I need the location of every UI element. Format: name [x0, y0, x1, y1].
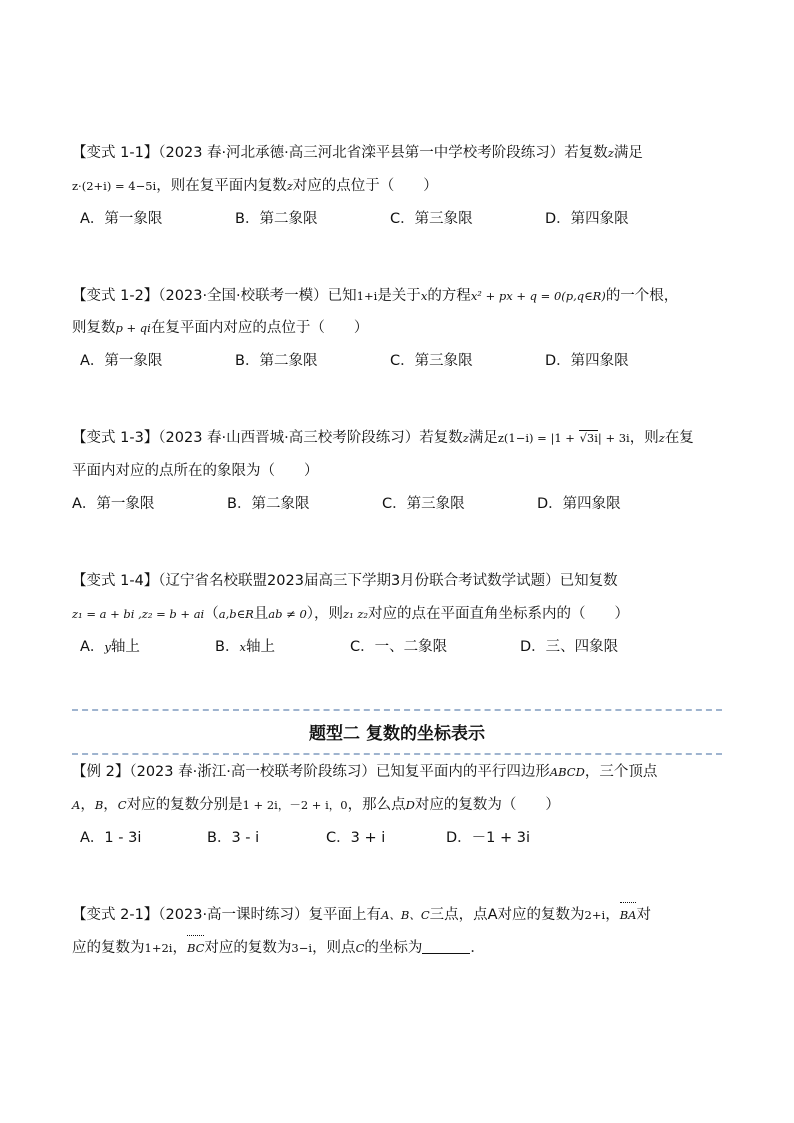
- text: 对应的复数为: [497, 907, 585, 923]
- problem-1-2-line-1: [72, 286, 678, 306]
- problem-source: （2023 春·山西晋城·高三校考阶段练习）: [158, 430, 420, 446]
- math: a,b∈R: [218, 607, 254, 621]
- text: 已知: [327, 288, 357, 304]
- problem-tag: 【变式 1-4】: [72, 573, 159, 589]
- problem-source: （2023 春·浙江·高一校联考阶段练习）: [129, 764, 376, 780]
- math: z(1−i) = |1 +: [497, 431, 579, 445]
- problem-source: （辽宁省名校联盟2023届高三下学期3月份联合考试数学试题）: [158, 573, 560, 589]
- option-d: D．第四象限: [545, 211, 629, 227]
- problem-1-3-line-1: [72, 428, 694, 448]
- text: 对应的点在平面直角坐标系内的（ ）: [368, 606, 630, 622]
- option-d: D．第四象限: [545, 353, 629, 369]
- math-d: D: [405, 798, 415, 812]
- math: 1+2i: [144, 941, 173, 955]
- math-z: z: [462, 431, 469, 445]
- math-c: C: [117, 798, 127, 812]
- option-a: A．1 - 3i: [80, 830, 142, 846]
- math-values: 1 + 2i，－2 + i，0: [242, 798, 348, 812]
- text: 已知复数: [559, 573, 618, 589]
- math: ABCD: [549, 765, 585, 779]
- text: ，那么点: [347, 797, 406, 813]
- option-label: B．: [215, 639, 240, 655]
- math-sqrt: √3i: [579, 431, 598, 445]
- problem-tag: 【变式 1-3】: [72, 430, 159, 446]
- math-a: A: [72, 798, 81, 812]
- text: ，则: [629, 430, 659, 446]
- text: ，: [605, 907, 620, 923]
- section-divider-bottom: [72, 753, 722, 755]
- math-x: x: [420, 289, 428, 303]
- option-a: [80, 637, 140, 657]
- option-b: B．第二象限: [227, 496, 310, 512]
- option-d: D．第四象限: [537, 496, 621, 512]
- math: 2+i: [584, 908, 606, 922]
- math-x: x: [239, 640, 246, 654]
- math-b: B: [94, 798, 104, 812]
- math: z₁ z₂: [343, 607, 369, 621]
- option-b: [215, 637, 275, 657]
- problem-1-3-line-2: 平面内对应的点所在的象限为（ ）: [72, 463, 319, 479]
- text: 则复数: [72, 320, 116, 336]
- problem-tag: 【变式 1-1】: [72, 145, 159, 161]
- text: 的一个根，: [605, 288, 679, 304]
- problem-tag: 【变式 1-2】: [72, 288, 159, 304]
- math-z: z: [607, 146, 614, 160]
- text: 对应的复数为: [204, 940, 292, 956]
- text: ，: [172, 940, 187, 956]
- text: 的方程: [427, 288, 471, 304]
- problem-1-2-line-2: [72, 318, 368, 338]
- text: ），则: [306, 606, 344, 622]
- vector-ba: BA: [620, 905, 637, 925]
- text: 若复数: [419, 430, 463, 446]
- math: A、B、C: [381, 908, 430, 922]
- option-b: B．3 - i: [207, 830, 260, 846]
- text: 且: [253, 606, 269, 622]
- math: 1+i: [356, 289, 378, 303]
- option-c: C．第三象限: [390, 353, 473, 369]
- section-divider-top: [72, 709, 722, 711]
- math: 3−i: [291, 941, 313, 955]
- problem-source: （2023·全国·校联考一模）: [158, 288, 328, 304]
- text: 的坐标为: [364, 940, 423, 956]
- option-a: A．第一象限: [80, 353, 163, 369]
- text: 对: [636, 907, 651, 923]
- problem-2-1-line-1: [72, 905, 651, 925]
- text: 应的复数为: [72, 940, 145, 956]
- option-b: B．第二象限: [235, 353, 318, 369]
- section-title: 题型二 复数的坐标表示: [309, 724, 485, 744]
- option-c: C．3 + i: [326, 830, 386, 846]
- example-2-line-1: [72, 762, 657, 782]
- math-y: y: [104, 640, 111, 654]
- text: ，三个顶点: [584, 764, 658, 780]
- text: 在复平面内对应的点位于（ ）: [150, 320, 369, 336]
- math-z: z: [658, 431, 665, 445]
- text: ，则点: [312, 940, 356, 956]
- problem-1-1-line-2: [72, 176, 438, 196]
- option-a: A．第一象限: [72, 496, 155, 512]
- text: 是关于: [377, 288, 421, 304]
- answer-blank[interactable]: [422, 939, 470, 954]
- problem-tag: 【例 2】: [72, 764, 130, 780]
- option-label: A．: [80, 639, 105, 655]
- text: ，: [103, 797, 118, 813]
- problem-1-4-line-2: [72, 604, 629, 624]
- problem-tag: 【变式 2-1】: [72, 907, 159, 923]
- math-c: C: [355, 941, 365, 955]
- option-a: A．第一象限: [80, 211, 163, 227]
- option-d: D．－1 + 3i: [446, 830, 531, 846]
- math-a: A: [487, 907, 498, 923]
- option-c: C．第三象限: [382, 496, 465, 512]
- problem-source: （2023 春·河北承德·高三河北省滦平县第一中学校考阶段练习）: [158, 145, 565, 161]
- math: ab ≠ 0: [268, 607, 307, 621]
- text: （: [204, 606, 219, 622]
- option-text: 轴上: [245, 639, 275, 655]
- text: ，: [80, 797, 95, 813]
- option-d: D．三、四象限: [520, 639, 619, 655]
- option-text: 轴上: [110, 639, 140, 655]
- option-b: B．第二象限: [235, 211, 318, 227]
- math-z: z: [286, 179, 293, 193]
- text: ，则在复平面内复数: [156, 178, 287, 194]
- text: ．: [470, 940, 485, 956]
- problem-2-1-line-2: [72, 938, 485, 958]
- text: 若复数: [564, 145, 608, 161]
- vector-bc: BC: [187, 938, 204, 958]
- text: 在复: [664, 430, 694, 446]
- text: 三点，点: [429, 907, 488, 923]
- text: 复平面上有: [308, 907, 382, 923]
- problem-source: （2023·高一课时练习）: [158, 907, 309, 923]
- text: 对应的复数分别是: [126, 797, 243, 813]
- text: 已知复平面内的平行四边形: [375, 764, 550, 780]
- option-c: C．第三象限: [390, 211, 473, 227]
- text: 满足: [468, 430, 498, 446]
- problem-1-1-line-1: [72, 143, 643, 163]
- option-c: C．一、二象限: [350, 639, 448, 655]
- math-equation: z·(2+i) = 4−5i: [72, 179, 157, 193]
- example-2-line-2: [72, 795, 560, 815]
- math: p + qi: [115, 321, 151, 335]
- text: 对应的点位于（ ）: [292, 178, 438, 194]
- text: 满足: [613, 145, 643, 161]
- text: 对应的复数为（ ）: [414, 797, 560, 813]
- math: z₁ = a + bi ,z₂ = b + ai: [72, 607, 205, 621]
- problem-1-4-line-1: [72, 571, 618, 591]
- math: | + 3i: [597, 431, 630, 445]
- math-equation: x² + px + q = 0(p,q∈R): [470, 289, 606, 303]
